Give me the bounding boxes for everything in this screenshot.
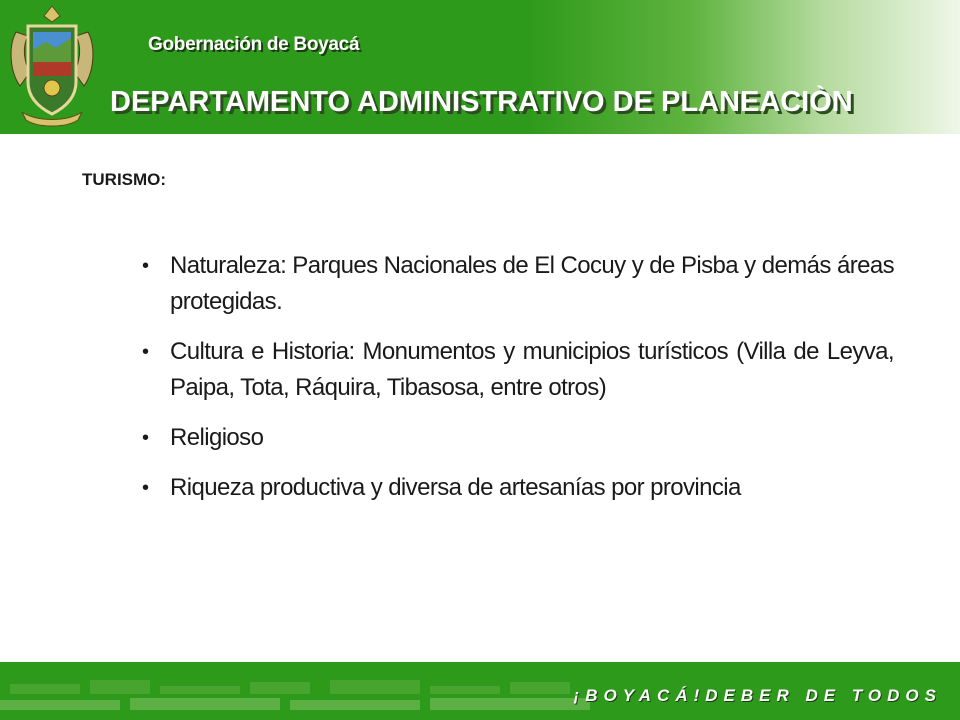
section-label: TURISMO: xyxy=(82,170,167,189)
list-item-text: Cultura e Historia: Monumentos y municipios turísticos (Villa de Leyva, Paipa, Tota, Ráquira, Tibasosa, entre otros) xyxy=(170,338,894,401)
list-item xyxy=(142,420,894,456)
coat-of-arms-icon xyxy=(6,2,98,130)
bullet-list xyxy=(142,248,894,520)
list-item xyxy=(142,248,894,320)
bullet-icon: • xyxy=(142,341,149,363)
list-item-text: Naturaleza: Parques Nacionales de El Cocuy y de Pisba y demás áreas protegidas. xyxy=(170,252,894,315)
footer-banner xyxy=(0,662,960,720)
bullet-icon: • xyxy=(142,255,149,277)
header-banner xyxy=(0,0,960,134)
organization-name: Gobernación de Boyacá xyxy=(148,34,360,55)
bullet-icon: • xyxy=(142,477,149,499)
bullet-icon: • xyxy=(142,427,149,449)
list-item-text: Religioso xyxy=(170,424,264,451)
list-item-text: Riqueza productiva y diversa de artesanías por provincia xyxy=(170,474,741,501)
list-item xyxy=(142,334,894,406)
footer-slogan: ¡BOYACÁ!DEBER DE TODOS xyxy=(573,686,942,705)
department-title: DEPARTAMENTO ADMINISTRATIVO DE PLANEACIÒN xyxy=(110,86,853,118)
list-item xyxy=(142,470,894,506)
